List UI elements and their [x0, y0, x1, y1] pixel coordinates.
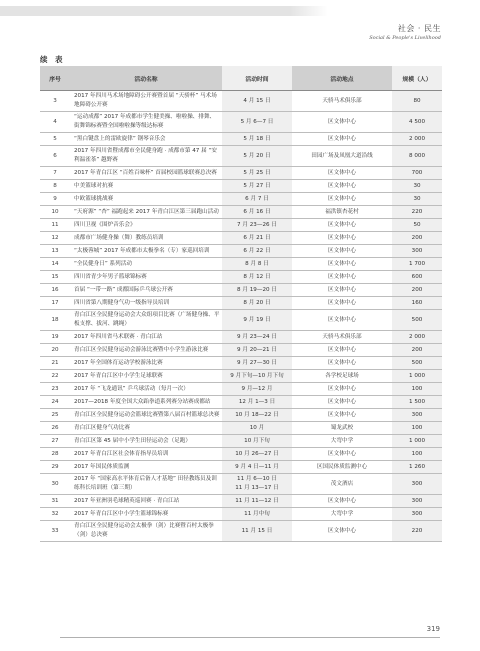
cell-activity-place: 区文体中心: [292, 112, 392, 133]
table-body: [40, 91, 442, 542]
cell-scale: 1 500: [392, 396, 442, 409]
page-number: 319: [426, 625, 440, 633]
table-row: [40, 206, 442, 219]
cell-seq: 28: [40, 448, 70, 461]
cell-activity-place: 区文体中心: [292, 180, 392, 193]
cell-activity-place: 各学校足球场: [292, 370, 392, 383]
cell-activity-time: 9 月—12 月: [222, 383, 292, 396]
cell-seq: 18: [40, 310, 70, 331]
cell-activity-place: 天骄马术俱乐部: [292, 331, 392, 344]
cell-seq: 4: [40, 112, 70, 133]
cell-seq: 16: [40, 284, 70, 297]
cell-activity-name: 青白江区全民健身运动会游泳比赛暨中小学生游泳比赛: [70, 344, 222, 357]
cell-activity-time: 9 月 19 日: [222, 310, 292, 331]
cell-activity-place: 区文体中心: [292, 245, 392, 258]
cell-activity-name: “天府源” “杏” 福跑起来 2017 年青白江区第三届跑山活动: [70, 206, 222, 219]
cell-activity-time: 5 月 27 日: [222, 180, 292, 193]
table-row: [40, 370, 442, 383]
footer-rule: [60, 637, 440, 638]
cell-activity-time: 5 月 18 日: [222, 133, 292, 146]
cell-activity-name: 青白江区全民健身运动会太极拳（剑）比赛暨百村太极拳（剑）总决赛: [70, 521, 222, 542]
cell-activity-time: 10 月下旬: [222, 435, 292, 448]
cell-activity-time: 11 月 6—10 日 11 月 13—17 日: [222, 474, 292, 495]
cell-activity-time: 8 月 19—20 日: [222, 284, 292, 297]
cell-activity-name: 四川卫视《围炉音乐会》: [70, 219, 222, 232]
cell-activity-time: 11 月 15 日: [222, 521, 292, 542]
cell-seq: 14: [40, 258, 70, 271]
table-row: [40, 245, 442, 258]
cell-activity-name: 2017—2018 年度全国大众跆拳道系列赛分站赛成都站: [70, 396, 222, 409]
cell-scale: 200: [392, 232, 442, 245]
cell-scale: 100: [392, 383, 442, 396]
cell-activity-time: 5 月 6—7 日: [222, 112, 292, 133]
col-header-place: 活动地点: [292, 66, 392, 91]
cell-activity-time: 10 月: [222, 422, 292, 435]
table-row: [40, 133, 442, 146]
table-row: [40, 461, 442, 474]
header-gradient: [290, 6, 328, 16]
cell-activity-place: 区文体中心: [292, 271, 392, 284]
cell-activity-place: 区文体中心: [292, 133, 392, 146]
cell-activity-place: 区文体中心: [292, 521, 392, 542]
cell-activity-name: “黑白键盘上的雷欧旋律” 钢琴音乐会: [70, 133, 222, 146]
cell-activity-name: 2017 年四川省马术联赛 · 青白江站: [70, 331, 222, 344]
cell-activity-name: 青白江区健身气功比赛: [70, 422, 222, 435]
table-row: [40, 409, 442, 422]
cell-activity-name: 2017 年 “国家高水平体育后备人才基地” 田径教练员及训练科长培训班（第三期）: [70, 474, 222, 495]
cell-seq: 9: [40, 193, 70, 206]
cell-scale: 1 700: [392, 258, 442, 271]
cell-activity-name: 2017 年青白江区中小学生足球联赛: [70, 370, 222, 383]
cell-scale: 300: [392, 409, 442, 422]
cell-seq: 10: [40, 206, 70, 219]
cell-activity-time: 8 月 8 日: [222, 258, 292, 271]
table-row: [40, 344, 442, 357]
cell-scale: 200: [392, 284, 442, 297]
header-gray-bar: [0, 6, 290, 16]
cell-activity-place: 天骄马术俱乐部: [292, 91, 392, 112]
cell-activity-place: 茂文酒店: [292, 474, 392, 495]
cell-scale: 500: [392, 357, 442, 370]
cell-seq: 6: [40, 146, 70, 167]
cell-activity-time: 6 月 7 日: [222, 193, 292, 206]
cell-activity-time: 9 月 4 日—11 月: [222, 461, 292, 474]
cell-scale: 600: [392, 271, 442, 284]
table-row: [40, 284, 442, 297]
cell-activity-name: 青白江区第 45 届中小学生田径运动会（足跑）: [70, 435, 222, 448]
cell-seq: 8: [40, 180, 70, 193]
cell-activity-time: 9 月 27—30 日: [222, 357, 292, 370]
cell-activity-name: 2017 年四川马术场地障碍公开赛暨首届 “天骄杯” 马术场地障碍公开赛: [70, 91, 222, 112]
cell-activity-place: 区文体中心: [292, 219, 392, 232]
cell-scale: 80: [392, 91, 442, 112]
table-row: [40, 422, 442, 435]
cell-scale: 100: [392, 448, 442, 461]
table-row: [40, 219, 442, 232]
cell-seq: 23: [40, 383, 70, 396]
cell-activity-name: 2017 年国民体质监测: [70, 461, 222, 474]
cell-scale: 8 000: [392, 146, 442, 167]
header-band: [0, 0, 480, 22]
table-row: [40, 396, 442, 409]
cell-scale: 300: [392, 245, 442, 258]
table-row: [40, 310, 442, 331]
cell-activity-time: 9 月下旬—10 月下旬: [222, 370, 292, 383]
cell-activity-name: 中欧篮球挑战赛: [70, 193, 222, 206]
cell-seq: 22: [40, 370, 70, 383]
cell-activity-time: 8 月 20 日: [222, 297, 292, 310]
cell-scale: 220: [392, 521, 442, 542]
table-row: [40, 297, 442, 310]
table-row: [40, 357, 442, 370]
cell-activity-place: 福洪镇杏花村: [292, 206, 392, 219]
cell-seq: 19: [40, 331, 70, 344]
cell-activity-place: 区文体中心: [292, 193, 392, 206]
cell-activity-place: 区文体中心: [292, 383, 392, 396]
cell-seq: 30: [40, 474, 70, 495]
table-row: [40, 331, 442, 344]
cell-activity-name: “太极蓉城” 2017 年成都市太极拳名（专）家巡回培训: [70, 245, 222, 258]
table-row: [40, 508, 442, 521]
table-row: [40, 383, 442, 396]
col-header-seq: 序号: [40, 66, 70, 91]
cell-activity-place: 区文体中心: [292, 167, 392, 180]
cell-scale: 700: [392, 167, 442, 180]
cell-activity-time: 4 月 15 日: [222, 91, 292, 112]
cell-seq: 27: [40, 435, 70, 448]
cell-scale: 300: [392, 508, 442, 521]
cell-activity-place: 大弯中学: [292, 508, 392, 521]
cell-activity-name: 2017 年 “飞龙通讯” 乒乓球活动（每月一次）: [70, 383, 222, 396]
cell-activity-name: 青白江区全民健身运动会大众组项目比赛（广场健身操、平板支撑、拔河、跳绳）: [70, 310, 222, 331]
cell-activity-place: 区文体中心: [292, 357, 392, 370]
cell-activity-place: 田园广场及凤凰大道沿线: [292, 146, 392, 167]
continued-label: 续 表: [40, 55, 63, 64]
cell-activity-time: 12 月 1—3 日: [222, 396, 292, 409]
cell-activity-name: 2017 年全国体育运动学校游泳比赛: [70, 357, 222, 370]
cell-activity-time: 10 月 18—22 日: [222, 409, 292, 422]
table-row: [40, 167, 442, 180]
cell-seq: 29: [40, 461, 70, 474]
table-row: [40, 521, 442, 542]
cell-activity-time: 6 月 21 日: [222, 232, 292, 245]
table-row: [40, 258, 442, 271]
cell-scale: 50: [392, 219, 442, 232]
section-title: 社会 · 民生: [397, 24, 441, 33]
table-row: [40, 91, 442, 112]
cell-activity-time: 11 月 11—12 日: [222, 495, 292, 508]
cell-activity-name: 2017 年青白江区中小学生篮球锦标赛: [70, 508, 222, 521]
table-row: [40, 232, 442, 245]
cell-scale: 2 000: [392, 331, 442, 344]
cell-activity-place: 大弯中学: [292, 435, 392, 448]
table-row: [40, 146, 442, 167]
table-row: [40, 495, 442, 508]
table-row: [40, 474, 442, 495]
cell-scale: 1 260: [392, 461, 442, 474]
cell-activity-place: 区文体中心: [292, 396, 392, 409]
cell-activity-name: 2017 年四川省暨成都市全民健身跑 · 成都市第 47 届 “安利温雀茶” 越野赛: [70, 146, 222, 167]
cell-seq: 3: [40, 91, 70, 112]
cell-scale: 30: [392, 193, 442, 206]
cell-activity-name: 四川省青少年男子篮球锦标赛: [70, 271, 222, 284]
cell-seq: 31: [40, 495, 70, 508]
cell-scale: 160: [392, 297, 442, 310]
cell-scale: 1 000: [392, 370, 442, 383]
cell-scale: 220: [392, 206, 442, 219]
cell-activity-time: 10 月 26—27 日: [222, 448, 292, 461]
cell-activity-name: 中美篮球对抗赛: [70, 180, 222, 193]
cell-activity-name: 2017 年青白江区 “百姓百味杯” 首届校园篮球联赛总决赛: [70, 167, 222, 180]
table-row: [40, 112, 442, 133]
cell-activity-place: 区文体中心: [292, 297, 392, 310]
table-row: [40, 271, 442, 284]
cell-seq: 7: [40, 167, 70, 180]
cell-activity-name: “全民健身日” 系列活动: [70, 258, 222, 271]
cell-activity-place: 区文体中心: [292, 284, 392, 297]
cell-seq: 26: [40, 422, 70, 435]
cell-seq: 25: [40, 409, 70, 422]
col-header-time: 活动时间: [222, 66, 292, 91]
cell-activity-time: 11 月中旬: [222, 508, 292, 521]
cell-activity-place: 蜀龙武校: [292, 422, 392, 435]
cell-seq: 15: [40, 271, 70, 284]
cell-activity-time: 8 月 12 日: [222, 271, 292, 284]
cell-activity-name: “运动成都” 2017 年成都市学生健美操、啦啦操、排舞、街舞锦标赛暨全国啦啦操等级达标赛: [70, 112, 222, 133]
cell-activity-time: 6 月 22 日: [222, 245, 292, 258]
cell-activity-time: 6 月 16 日: [222, 206, 292, 219]
cell-seq: 32: [40, 508, 70, 521]
cell-activity-time: 9 月 20—21 日: [222, 344, 292, 357]
cell-scale: 100: [392, 422, 442, 435]
cell-activity-time: 7 月 23—26 日: [222, 219, 292, 232]
cell-scale: 200: [392, 344, 442, 357]
cell-seq: 33: [40, 521, 70, 542]
table-header-row: [40, 66, 442, 91]
cell-seq: 5: [40, 133, 70, 146]
table-row: [40, 435, 442, 448]
cell-activity-place: 区国民体质监测中心: [292, 461, 392, 474]
cell-activity-time: 5 月 20 日: [222, 146, 292, 167]
cell-activity-place: 区文体中心: [292, 258, 392, 271]
cell-activity-name: 2017 年亚洲羽毛球精英巡回赛 · 青白江站: [70, 495, 222, 508]
cell-activity-place: 区文体中心: [292, 409, 392, 422]
cell-activity-name: 首届 “一带一路” 成都国际乒乓球公开赛: [70, 284, 222, 297]
activity-table: [40, 66, 442, 542]
cell-activity-place: 区文体中心: [292, 448, 392, 461]
table-row: [40, 193, 442, 206]
cell-activity-time: 9 月 23—24 日: [222, 331, 292, 344]
section-subtitle: Social & People's Livelihood: [369, 35, 441, 41]
cell-seq: 11: [40, 219, 70, 232]
cell-activity-name: 2017 年青白江区社会体育指导员培训: [70, 448, 222, 461]
cell-seq: 12: [40, 232, 70, 245]
cell-activity-name: 青白江区全民健身运动会篮球比赛暨第八届百村篮球总决赛: [70, 409, 222, 422]
cell-activity-time: 5 月 25 日: [222, 167, 292, 180]
col-header-scale: 规模（人）: [392, 66, 442, 91]
cell-scale: 300: [392, 495, 442, 508]
cell-seq: 20: [40, 344, 70, 357]
col-header-name: 活动名称: [70, 66, 222, 91]
cell-scale: 300: [392, 474, 442, 495]
cell-activity-place: 区文体中心: [292, 232, 392, 245]
cell-scale: 2 000: [392, 133, 442, 146]
table-row: [40, 448, 442, 461]
cell-activity-place: 区文体中心: [292, 495, 392, 508]
table-row: [40, 180, 442, 193]
cell-activity-name: 成都市广场健身操（舞）教练员培训: [70, 232, 222, 245]
cell-seq: 21: [40, 357, 70, 370]
cell-scale: 30: [392, 180, 442, 193]
cell-activity-name: 四川省第八期健身气功一级指导员培训: [70, 297, 222, 310]
cell-activity-place: 区文体中心: [292, 310, 392, 331]
cell-seq: 13: [40, 245, 70, 258]
cell-seq: 24: [40, 396, 70, 409]
cell-scale: 500: [392, 310, 442, 331]
cell-scale: 1 000: [392, 435, 442, 448]
cell-activity-place: 区文体中心: [292, 344, 392, 357]
cell-seq: 17: [40, 297, 70, 310]
cell-scale: 4 500: [392, 112, 442, 133]
